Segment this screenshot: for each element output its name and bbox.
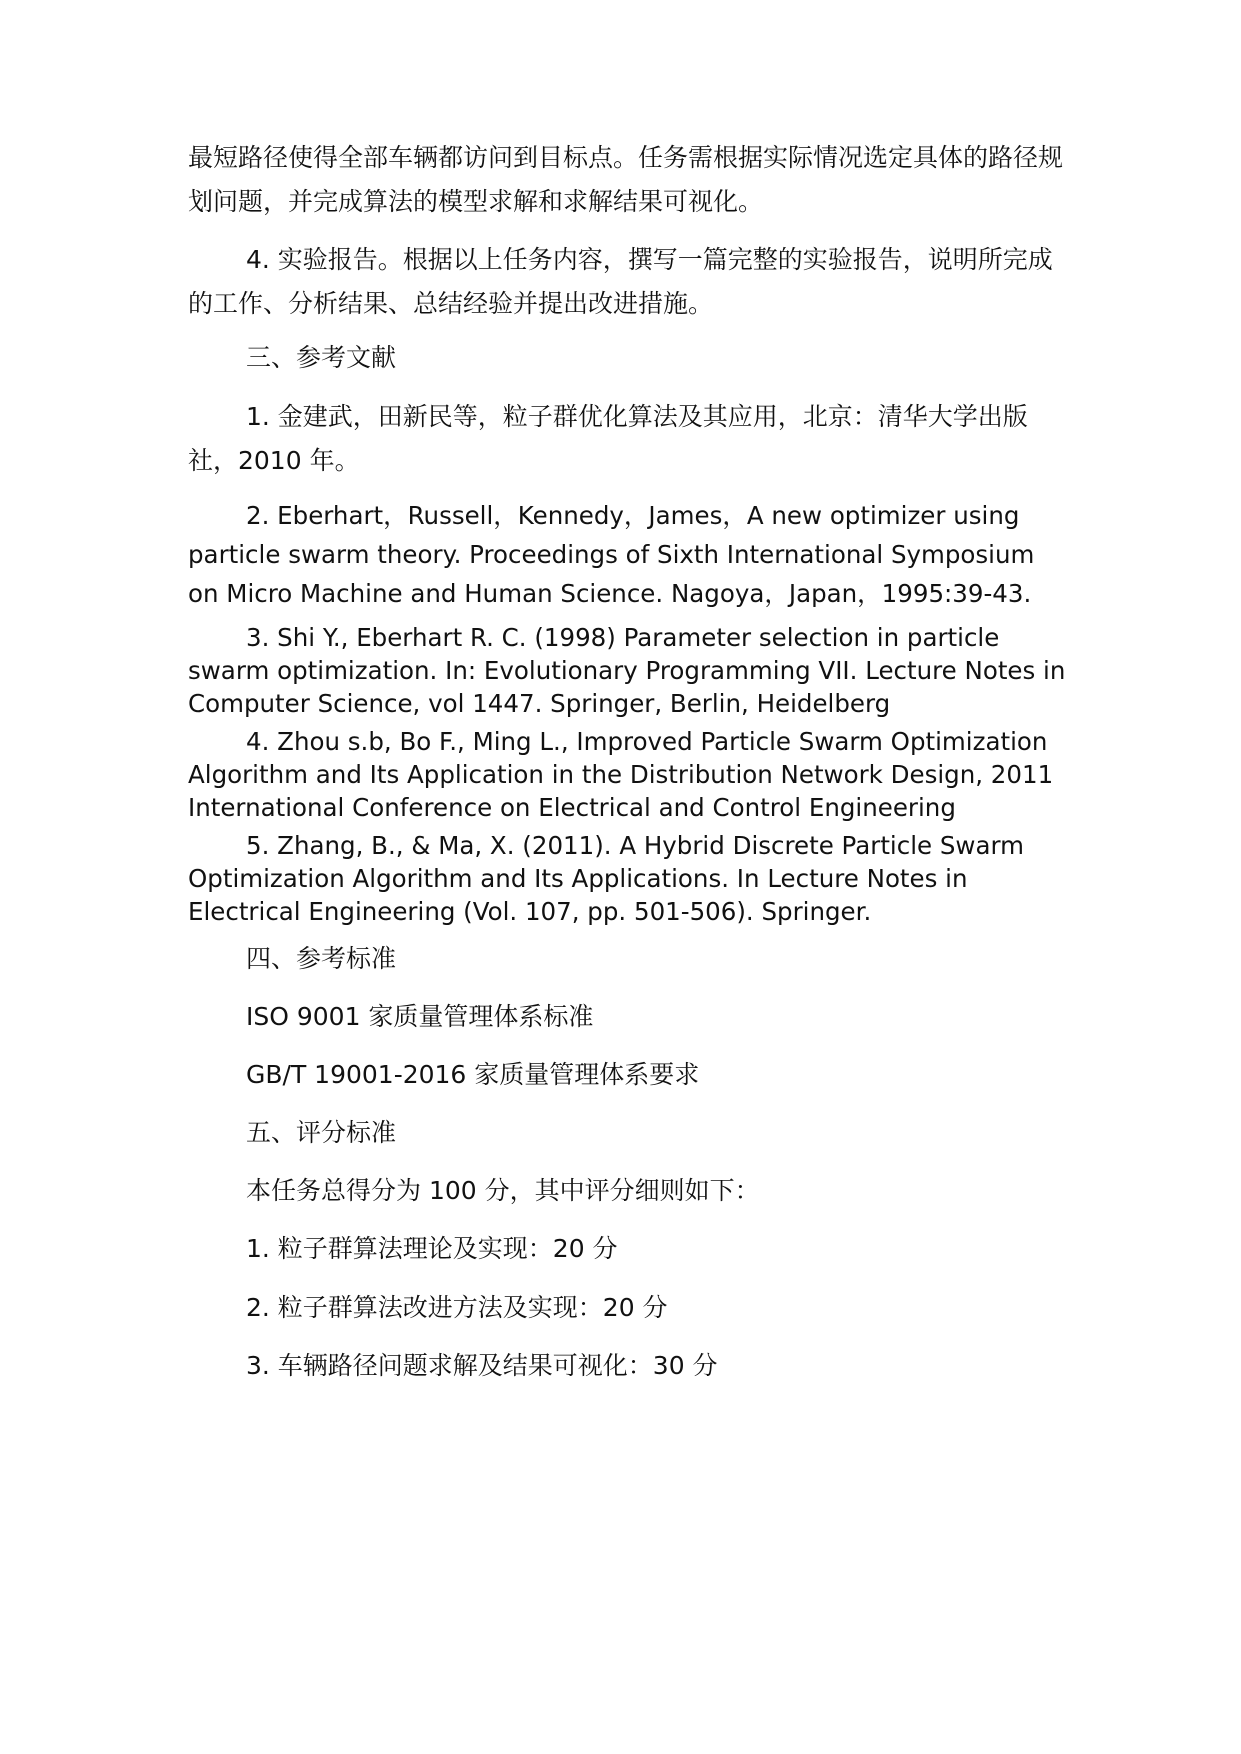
reference-5: 5. Zhang, B., & Ma, X. (2011). A Hybrid Discrete Particle Swarm Optimization Algorithm and Its Applications. In Lecture Notes in Electrical Engineering (Vol. 107, pp. 501-506). Springer. <box>188 831 1024 926</box>
scoring-item-1: 1. 粒子群算法理论及实现：20 分 <box>246 1234 618 1263</box>
scoring-heading: 五、评分标准 <box>246 1118 397 1147</box>
standard-item-2: GB/T 19001-2016 家质量管理体系要求 <box>246 1060 700 1089</box>
reference-1: 1. 金建武，田新民等，粒子群优化算法及其应用，北京：清华大学出版社，2010 年。 <box>188 402 1028 475</box>
standard-item-1: ISO 9001 家质量管理体系标准 <box>246 1002 594 1031</box>
task-4-paragraph: 4. 实验报告。根据以上任务内容，撰写一篇完整的实验报告，说明所完成的工作、分析结果、总结经验并提出改进措施。 <box>188 245 1053 318</box>
standards-heading: 四、参考标准 <box>246 944 397 973</box>
reference-3: 3. Shi Y., Eberhart R. C. (1998) Parameter selection in particle swarm optimization. In: Evolutionary Programming VII. Lecture Notes in Computer Science, vol 1447. Springer, Berlin, Heidelberg <box>188 623 1066 718</box>
reference-4: 4. Zhou s.b, Bo F., Ming L., Improved Particle Swarm Optimization Algorithm and Its Application in the Distribution Network Design, 2011 International Conference on Electrical and Control Engineering <box>188 727 1054 822</box>
scoring-item-2: 2. 粒子群算法改进方法及实现：20 分 <box>246 1293 668 1322</box>
scoring-item-3: 3. 车辆路径问题求解及结果可视化：30 分 <box>246 1351 718 1380</box>
reference-2: 2. Eberhart，Russell，Kennedy，James，A new optimizer using particle swarm theory. Proceedings of Sixth International Symposium on Micro Machine and Human Science. Nagoya，Japan，1995:39-43. <box>188 501 1035 608</box>
continuation-paragraph: 最短路径使得全部车辆都访问到目标点。任务需根据实际情况选定具体的路径规划问题，并完成算法的模型求解和求解结果可视化。 <box>188 143 1064 216</box>
scoring-intro: 本任务总得分为 100 分，其中评分细则如下： <box>246 1176 760 1205</box>
references-heading: 三、参考文献 <box>246 343 397 372</box>
